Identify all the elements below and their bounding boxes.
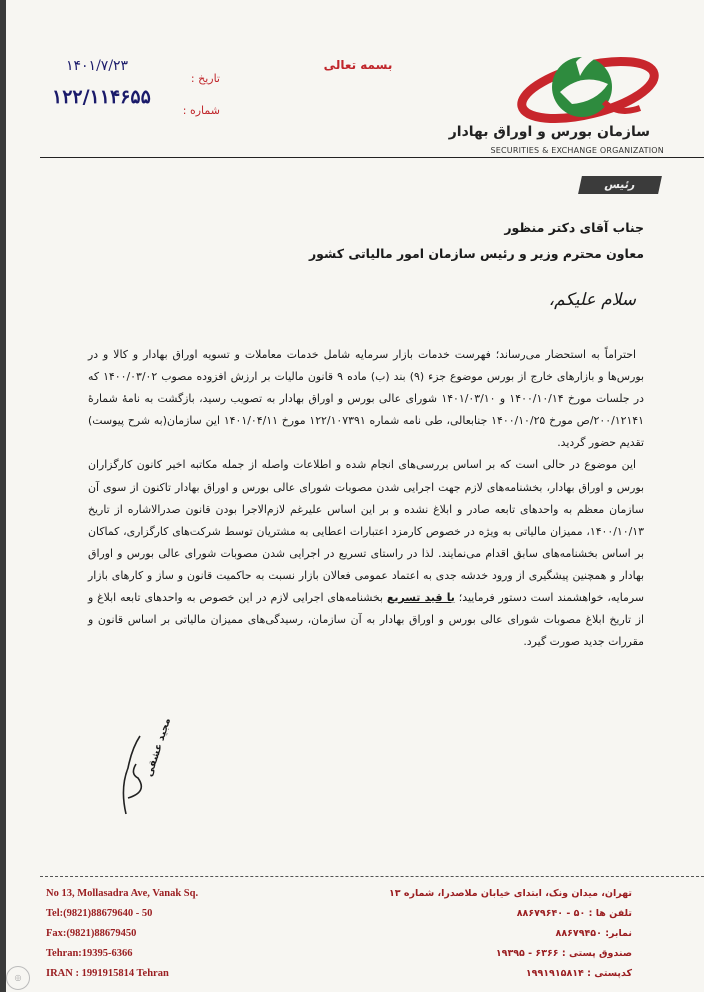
footer-fa <box>389 884 632 984</box>
watermark-icon: ◎ <box>6 966 30 990</box>
signatory-name: مجید عشقی <box>143 716 174 779</box>
head-stamp: رئیس <box>578 176 662 194</box>
addressee-title: معاون محترم وزیر و رئیس سازمان امور مالیاتی کشور <box>308 246 644 261</box>
number-label: شماره : <box>182 104 220 117</box>
basmaleh-heading: بسمه تعالی <box>323 58 393 72</box>
footer-en-fax: Fax:(9821)88679450 <box>46 928 137 939</box>
org-name-fa: سازمان بورس و اوراق بهادار <box>448 124 650 140</box>
footer-fa-pobox: صندوق پستی : ۶۳۶۶ - ۱۹۳۹۵ <box>495 948 632 959</box>
letter-body <box>88 344 644 653</box>
footer-fa-postal: کدپستی : ۱۹۹۱۹۱۵۸۱۴ <box>525 968 632 979</box>
footer-en-postal: IRAN : 1991915814 Tehran <box>46 968 169 979</box>
scan-edge <box>0 0 6 992</box>
footer-en-address: No 13, Mollasadra Ave, Vanak Sq. <box>46 888 199 899</box>
footer-en-pobox: Tehran:19395-6366 <box>46 948 133 959</box>
org-name-en: SECURITIES & EXCHANGE ORGANIZATION <box>490 146 664 155</box>
footer-en-tel: Tel:(9821)88679640 - 50 <box>46 908 153 919</box>
greeting: سلام علیکم، <box>548 290 636 310</box>
footer-fa-tel: تلفن ها : ۵۰ - ۸۸۶۷۹۶۴۰ <box>516 908 632 919</box>
footer-fa-address: تهران، میدان ونک، ابتدای خیابان ملاصدرا، شماره ۱۳ <box>388 888 632 899</box>
header-divider <box>40 157 704 158</box>
date-label: تاریخ : <box>190 72 220 85</box>
paragraph-2-start: این موضوع در حالی است که بر اساس بررسی‌های انجام شده و اطلاعات واصله از جمله مکاتبه اخیر کانون کارگزاران بورس و اوراق بهادار، بخشنامه‌های لازم جهت اجرایی شدن مصوبات شورای عالی بورس و اوراق بهادار تاکنون از سوی آن سازمان معظم به واحدهای تابعه صادر و ابلاغ نشده و بر این اساس علیرغم لازم‌الاجرا بودن قانون صدرالاشاره از تاریخ ۱۴۰۰/۱۰/۱۳، ممیزان مالیاتی به ویژه در خصوص کارمزد اعتبارات اعطایی به مشتریان توسط شرکت‌های کارگزاری، کماکان بر اساس بخشنامه‌های سابق اقدام می‌نمایند. لذا در راستای تسریع در اجرایی شدن مصوبات شورای عالی بورس و اوراق بهادار و همچنین پیشگیری از ورود خدشه جدی به اعتماد عمومی فعالان بازار نسبت به حاکمیت قانون و ساز و کارهای بازار سرمایه، خواهشمند است دستور فرمایید؛ <box>88 458 644 605</box>
paragraph-2-end: بخشنامه‌های اجرایی لازم در این خصوص به واحدهای تابعه ابلاغ و از تاریخ ابلاغ مصوبات شورای عالی بورس و اوراق بهادار به آن سازمان، رسیدگی‌های ممیزان مالیاتی بر اساس قانون و مقررات جدید صورت گیرد. <box>88 591 644 649</box>
footer-divider <box>40 876 704 877</box>
emphasis-urgency: با قید تسریع <box>386 591 455 605</box>
date-value: ۱۴۰۱/۷/۲۳ <box>66 58 129 74</box>
body-paragraph-2 <box>88 454 644 653</box>
footer-fa-fax: نمابر: ۸۸۶۷۹۴۵۰ <box>555 928 632 939</box>
addressee-name: جناب آقای دکتر منظور <box>504 220 644 235</box>
footer-en <box>46 884 198 984</box>
body-paragraph-1: احتراماً به استحضار می‌رساند؛ فهرست خدمات بازار سرمایه شامل خدمات معاملات و تسویه اوراق بهادار و کالا و در بورس‌ها و بازارهای خارج از بورس موضوع جزء (۹) بند (ب) ماده ۹ قانون مالیات بر ارزش افزوده مصوب ۱۴۰۰/۰۳/۰۲ که در جلسات مورخ ۱۴۰۰/۱۰/۱۴ و ۱۴۰۱/۰۳/۱۰ شورای عالی بورس و اوراق بهادار به تصویب رسید، بازگشت به نامهٔ شمارهٔ ۲۰۰/۱۲۱۴۱/ص مورخ ۱۴۰۰/۱۰/۲۵ جنابعالی، طی نامه شماره ۱۲۲/۱۰۷۳۹۱ مورخ ۱۴۰۱/۰۴/۱۱ این سازمان(به شرح پیوست) تقدیم حضور گردید. <box>88 348 644 450</box>
number-value: ۱۲۲/۱۱۴۶۵۵ <box>52 86 151 108</box>
